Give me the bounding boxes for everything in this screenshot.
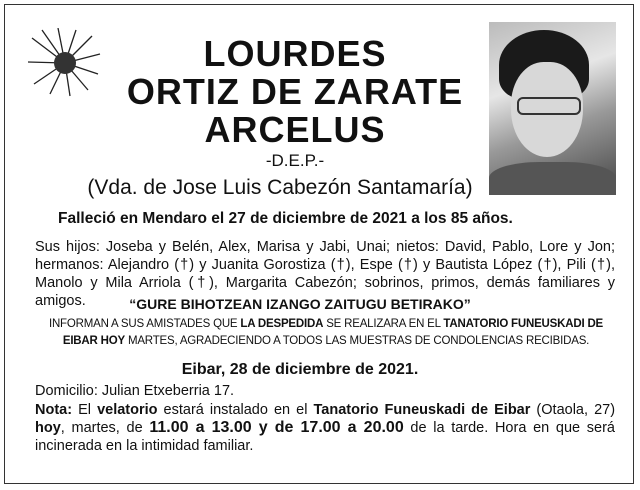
rip-text: -D.E.P.- <box>265 151 325 170</box>
thistle-flower-icon <box>28 28 102 98</box>
deceased-name-line-2: ORTIZ DE ZARATE <box>126 71 464 112</box>
death-notice: Falleció en Mendaro el 27 de diciembre de 2021 a los 85 años. <box>58 210 513 227</box>
motto: “GURE BIHOTZEAN IZANGO ZAITUGU BETIRAKO” <box>129 296 471 312</box>
address: Domicilio: Julian Etxeberria 17. <box>35 383 235 399</box>
widow-of: (Vda. de Jose Luis Cabezón Santamaría) <box>87 176 473 199</box>
deceased-name-line-1: LOURDES <box>203 33 387 74</box>
farewell-info: INFORMAN A SUS AMISTADES QUE LA DESPEDIDA SE REALIZARA EN EL TANATORIO FUNEUSKADI DE EIBAR HOY MARTES, AGRADECIENDO A TODOS LAS MUESTRAS DE CONDOLENCIAS RECIBIDAS. <box>48 318 604 347</box>
note: Nota: El velatorio estará instalado en el Tanatorio Funeuskadi de Eibar (Otaola, 27) hoy, martes, de 11.00 a 13.00 y de 17.00 a 20.00 de la tarde. Hora en que será incinerada en la intimidad familiar. <box>35 402 616 454</box>
deceased-photo <box>489 22 616 195</box>
family-list: Sus hijos: Joseba y Belén, Alex, Marisa y Jabi, Unai; nietos: David, Pablo, Lore y Jon; hermanos: Alejandro (†) y Juanita Gorostiza (†), Espe (†) y Bautista López (†), Pili (†), Manolo y Mila Arriola (†), Margarita Cabezón; sobrinos, primos, demás familiares y amigos. <box>35 239 615 309</box>
deceased-name-line-3: ARCELUS <box>204 109 386 150</box>
notice-date: Eibar, 28 de diciembre de 2021. <box>181 361 419 378</box>
